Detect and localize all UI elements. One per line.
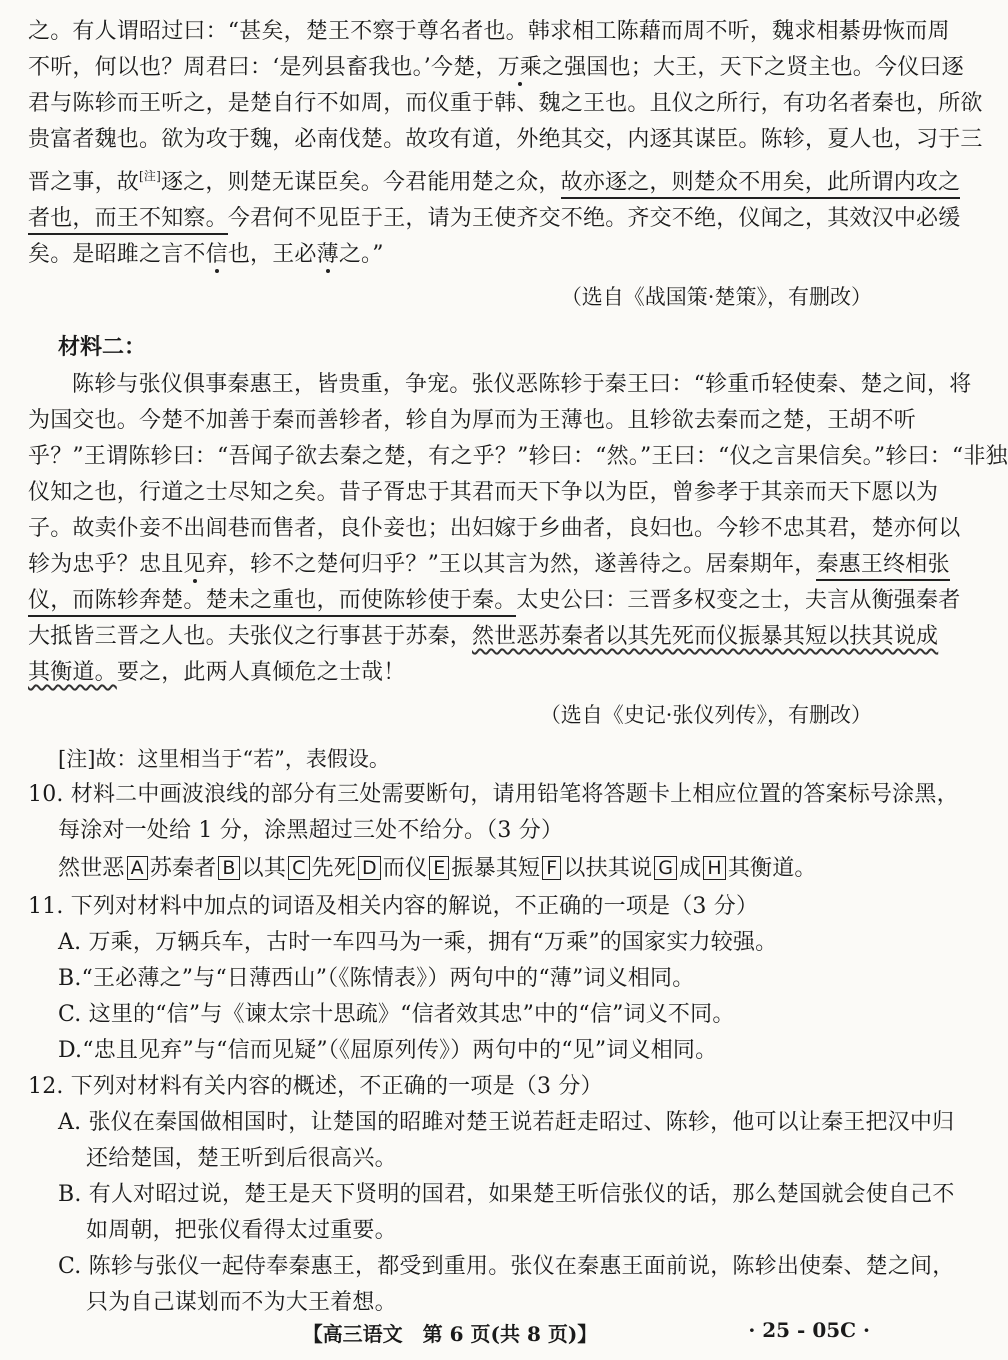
question-10-stem: 10. 材料二中画波浪线的部分有三处需要断句，请用铅笔将答题卡上相应位置的答案标号涂黑， xyxy=(28,782,959,807)
answer-box[interactable]: C xyxy=(288,856,309,880)
answer-box[interactable]: F xyxy=(542,856,561,880)
answer-box[interactable]: E xyxy=(429,856,449,880)
underlined-sentence: 秦惠王终相张 xyxy=(816,552,949,581)
text-line: 不听，何以也？周君曰：‘是列县畜我也。’今楚，万乘之强国也；大王，天下之贤主也。今仪曰逐 xyxy=(28,55,964,80)
question-10-stem-cont: 每涂对一处给 1 分，涂黑超过三处不给分。（3 分） xyxy=(58,818,564,843)
answer-box[interactable]: G xyxy=(654,856,677,880)
answer-box[interactable]: H xyxy=(703,856,726,880)
text-line: 晋之事，故[注]逐之，则楚无谋臣矣。今君能用楚之众，故亦逐之，则楚众不用矣，此所谓内攻之 xyxy=(28,158,872,201)
text-line: 贵富者魏也。欲为攻于魏，必南伐楚。故攻有道，外绝其交，内逐其谋臣。陈轸，夏人也，习于三 xyxy=(28,127,983,152)
source-citation: （选自《史记·张仪列传》，有删改） xyxy=(539,703,872,727)
footnote: [注]故：这里相当于“若”，表假设。 xyxy=(58,747,390,771)
text-line: 者也，而王不知察。今君何不见臣于王，请为王使齐交不绝。齐交不绝，仪闻之，其效汉中必缓 xyxy=(28,201,872,237)
answer-box[interactable]: A xyxy=(127,856,148,880)
text-line: 子。故卖仆妾不出闾巷而售者，良仆妾也；出妇嫁于乡曲者，良妇也。今轸不忠其君，楚亦何以 xyxy=(28,516,961,541)
text-line: 大抵皆三晋之人也。夫张仪之行事甚于苏秦，然世恶苏秦者以其先死而仪振暴其短以扶其说成 xyxy=(28,624,939,649)
option-b[interactable]: B. 有人对昭过说，楚王是天下贤明的国君，如果楚王听信张仪的话，那么楚国就会使自己不 xyxy=(58,1182,955,1207)
option-a-cont: 还给楚国，楚王听到后很高兴。 xyxy=(86,1146,397,1171)
dotted-term: 薄 xyxy=(316,242,339,267)
text-line: 仪，而陈轸奔楚。楚未之重也，而使陈轸使于秦。太史公曰：三晋多权变之士，夫言从衡强秦者 xyxy=(28,583,872,619)
page-footer xyxy=(0,1318,900,1348)
underlined-sentence: 故亦逐之，则楚众不用矣，此所谓内攻之 xyxy=(561,170,961,199)
text-line: 矣。是昭雎之言不信也，王必薄之。” xyxy=(28,242,384,267)
option-c[interactable]: C. 这里的“信”与《谏太宗十思疏》“信者效其忠”中的“信”词义不同。 xyxy=(58,1002,735,1027)
dotted-term: 万乘 xyxy=(497,55,542,80)
text-line: 陈轸与张仪俱事秦惠王，皆贵重，争宠。张仪恶陈轸于秦王曰：“轸重币轻使秦、楚之间，将 xyxy=(72,372,972,397)
wavy-underlined-text: 其衡道。 xyxy=(28,660,117,685)
text-line: 之。有人谓昭过曰：“甚矣，楚王不察于尊名者也。韩求相工陈藉而周不听，魏求相綦毋恢而周 xyxy=(28,19,950,44)
source-citation: （选自《战国策·楚策》，有删改） xyxy=(560,285,872,309)
text-line: 乎？”王谓陈轸曰：“吾闻子欲去秦之楚，有之乎？”轸曰：“然。”王曰：“仪之言果信矣。”轸曰：“非独 xyxy=(28,444,1008,469)
dotted-term: 信 xyxy=(205,242,228,267)
underlined-sentence: 者也，而王不知察。 xyxy=(28,206,228,235)
text-line: 君与陈轸而王听之，是楚自行不如周，而仪重于韩、魏之王也。且仪之所行，有功名者秦也，所欲 xyxy=(28,91,983,116)
option-c[interactable]: C. 陈轸与张仪一起侍奉秦惠王，都受到重用。张仪在秦惠王面前说，陈轸出使秦、楚之间， xyxy=(58,1254,955,1279)
question-11-stem: 11. 下列对材料中加点的词语及相关内容的解说，不正确的一项是（3 分） xyxy=(28,894,759,919)
option-b[interactable]: B.“王必薄之”与“日薄西山”（《陈情表》）两句中的“薄”词义相同。 xyxy=(58,966,695,991)
dotted-term: 见 xyxy=(183,552,206,577)
wavy-underlined-text: 然世恶苏秦者以其先死而仪振暴其短以扶其说成 xyxy=(472,624,939,649)
question-12-stem: 12. 下列对材料有关内容的概述，不正确的一项是（3 分） xyxy=(28,1074,603,1099)
section-heading: 材料二： xyxy=(58,334,147,360)
question-10-sentence: 然世恶 A 苏秦者 B 以其 C 先死 D 而仪 E 振暴其短 F 以扶其说 G 成 H 其衡道。 xyxy=(58,856,817,881)
option-a[interactable]: A. 张仪在秦国做相国时，让楚国的昭雎对楚王说若赶走昭过、陈轸，他可以让秦王把汉中归 xyxy=(58,1110,955,1135)
page-number: 【高三语文 第 6 页(共 8 页)】 xyxy=(302,1322,598,1346)
exam-code: · 25 - 05C · xyxy=(748,1318,870,1342)
option-b-cont: 如周朝，把张仪看得太过重要。 xyxy=(86,1218,397,1243)
answer-box[interactable]: B xyxy=(218,856,239,880)
text-line: 其衡道。要之，此两人真倾危之士哉！ xyxy=(28,660,406,685)
answer-box[interactable]: D xyxy=(358,856,381,880)
underlined-sentence: 仪，而陈轸奔楚。楚未之重也，而使陈轸使于秦。 xyxy=(28,588,516,617)
option-d[interactable]: D.“忠且见弃”与“信而见疑”（《屈原列传》）两句中的“见”词义相同。 xyxy=(58,1038,718,1063)
text-line: 为国交也。今楚不加善于秦而善轸者，轸自为厚而为王薄也。且轸欲去秦而之楚，王胡不听 xyxy=(28,408,917,433)
text-line: 仪知之也，行道之士尽知之矣。昔子胥忠于其君而天下争以为臣，曾参孝于其亲而天下愿以为 xyxy=(28,480,939,505)
option-a[interactable]: A. 万乘，万辆兵车，古时一车四马为一乘，拥有“万乘”的国家实力较强。 xyxy=(58,930,778,955)
footnote-mark: [注] xyxy=(139,169,161,183)
text-line: 轸为忠乎？忠且见弃，轸不之楚何归乎？”王以其言为然，遂善待之。居秦期年，秦惠王终相张 xyxy=(28,547,872,583)
option-c-cont: 只为自己谋划而不为大王着想。 xyxy=(86,1290,397,1315)
